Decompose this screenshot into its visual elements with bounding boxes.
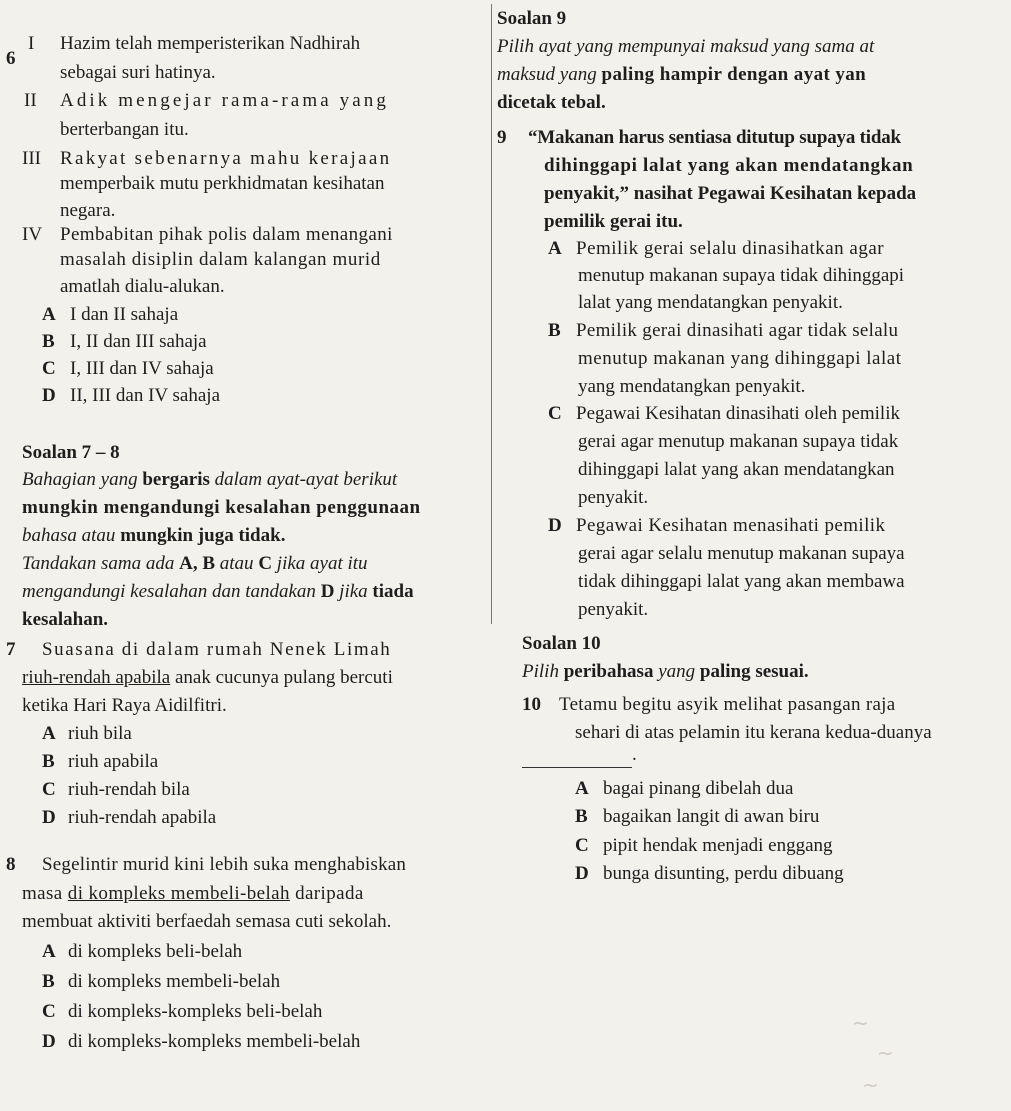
q10-option-a-letter[interactable]: A xyxy=(575,778,589,799)
section-7-8-heading: Soalan 7 – 8 xyxy=(22,442,120,463)
q6-option-d-letter[interactable]: D xyxy=(42,385,56,406)
q6-option-c-text[interactable]: I, III dan IV sahaja xyxy=(70,358,214,379)
q7-option-a-letter[interactable]: A xyxy=(42,723,56,744)
q7-line1: Suasana di dalam rumah Nenek Limah xyxy=(42,639,392,660)
q9-option-c-line3[interactable]: dihinggapi lalat yang akan mendatangkan xyxy=(578,459,895,480)
q6-statement-III-label: III xyxy=(22,148,41,169)
q6-statement-I-line2: sebagai suri hatinya. xyxy=(60,62,216,83)
q9-stem-line1: “Makanan harus sentiasa ditutup supaya tidak xyxy=(528,127,901,148)
q9-option-d-letter[interactable]: D xyxy=(548,515,562,536)
section-7-8-instruction-line1: Bahagian yang bergaris dalam ayat-ayat berikut xyxy=(22,469,398,490)
q9-stem-line3: penyakit,” nasihat Pegawai Kesihatan kepada xyxy=(544,183,917,204)
q10-option-d-text[interactable]: bunga disunting, perdu dibuang xyxy=(603,863,844,884)
q8-option-a-letter[interactable]: A xyxy=(42,941,56,962)
q9-option-d-line1[interactable]: Pegawai Kesihatan menasihati pemilik xyxy=(576,515,886,536)
q9-option-c-line4[interactable]: penyakit. xyxy=(578,487,649,508)
q6-statement-II-line2: berterbangan itu. xyxy=(60,119,189,140)
bleed-through-mark: ~ xyxy=(852,1011,869,1035)
q9-heading: Soalan 9 xyxy=(497,8,567,29)
q9-option-d-line2[interactable]: gerai agar selalu menutup makanan supaya xyxy=(578,543,905,564)
q10-option-c-letter[interactable]: C xyxy=(575,835,589,856)
q10-line2: sehari di atas pelamin itu kerana kedua-duanya xyxy=(575,722,932,743)
column-divider xyxy=(491,4,492,624)
q9-instruction-line1: Pilih ayat yang mempunyai maksud yang sama at xyxy=(497,36,875,57)
q8-option-b-text[interactable]: di kompleks membeli-belah xyxy=(68,971,281,992)
q8-option-c-text[interactable]: di kompleks-kompleks beli-belah xyxy=(68,1001,323,1022)
q8-line1: Segelintir murid kini lebih suka menghabiskan xyxy=(42,854,407,875)
q8-option-b-letter[interactable]: B xyxy=(42,971,55,992)
q10-option-c-text[interactable]: pipit hendak menjadi enggang xyxy=(603,835,833,856)
q8-number: 8 xyxy=(6,854,16,875)
q7-number: 7 xyxy=(6,639,16,660)
q9-number: 9 xyxy=(497,127,507,148)
q10-number: 10 xyxy=(522,694,541,715)
q10-option-b-text[interactable]: bagaikan langit di awan biru xyxy=(603,806,820,827)
q6-option-b-text[interactable]: I, II dan III sahaja xyxy=(70,331,207,352)
q8-option-d-text[interactable]: di kompleks-kompleks membeli-belah xyxy=(68,1031,361,1052)
q10-heading: Soalan 10 xyxy=(522,633,601,654)
q9-option-b-line2[interactable]: menutup makanan yang dihinggapi lalat xyxy=(578,348,902,369)
q9-option-b-line3[interactable]: yang mendatangkan penyakit. xyxy=(578,376,806,397)
q6-option-a-text[interactable]: I dan II sahaja xyxy=(70,304,179,325)
q6-statement-IV-line2: masalah disiplin dalam kalangan murid xyxy=(60,249,381,270)
q7-option-b-letter[interactable]: B xyxy=(42,751,55,772)
q7-option-c-text[interactable]: riuh-rendah bila xyxy=(68,779,190,800)
q8-option-a-text[interactable]: di kompleks beli-belah xyxy=(68,941,243,962)
q7-option-d-text[interactable]: riuh-rendah apabila xyxy=(68,807,217,828)
section-7-8-instruction-line2: mungkin mengandungi kesalahan penggunaan xyxy=(22,497,421,518)
q10-option-a-text[interactable]: bagai pinang dibelah dua xyxy=(603,778,794,799)
q10-option-d-letter[interactable]: D xyxy=(575,863,589,884)
section-7-8-instruction-line6: kesalahan. xyxy=(22,609,109,630)
q8-option-d-letter[interactable]: D xyxy=(42,1031,56,1052)
q9-instruction-line3: dicetak tebal. xyxy=(497,92,606,113)
q7-option-d-letter[interactable]: D xyxy=(42,807,56,828)
q9-option-a-line3[interactable]: lalat yang mendatangkan penyakit. xyxy=(578,292,843,313)
q9-option-a-line2[interactable]: menutup makanan supaya tidak dihinggapi xyxy=(578,265,905,286)
section-7-8-instruction-line5: mengandungi kesalahan dan tandakan D jika tiada xyxy=(22,581,414,602)
q7-line3: ketika Hari Raya Aidilfitri. xyxy=(22,695,227,716)
q9-stem-line4: pemilik gerai itu. xyxy=(544,211,683,232)
q7-option-c-letter[interactable]: C xyxy=(42,779,56,800)
q9-option-c-letter[interactable]: C xyxy=(548,403,562,424)
q6-option-a-letter[interactable]: A xyxy=(42,304,56,325)
q7-option-a-text[interactable]: riuh bila xyxy=(68,723,132,744)
q6-statement-III-line2: memperbaik mutu perkhidmatan kesihatan xyxy=(60,173,385,194)
q6-statement-II-label: II xyxy=(24,90,37,111)
q6-option-d-text[interactable]: II, III dan IV sahaja xyxy=(70,385,220,406)
q8-line2: masa di kompleks membeli-belah daripada xyxy=(22,883,364,904)
q8-line3: membuat aktiviti berfaedah semasa cuti sekolah. xyxy=(22,911,392,932)
q6-statement-III-line1: Rakyat sebenarnya mahu kerajaan xyxy=(60,148,392,169)
q6-statement-IV-label: IV xyxy=(22,224,43,245)
q9-option-d-line3[interactable]: tidak dihinggapi lalat yang akan membawa xyxy=(578,571,905,592)
q9-option-b-line1[interactable]: Pemilik gerai dinasihati agar tidak selalu xyxy=(576,320,899,341)
q8-underlined-phrase: di kompleks membeli-belah xyxy=(67,883,290,904)
q6-statement-IV-line1: Pembabitan pihak polis dalam menangani xyxy=(60,224,393,245)
section-7-8-instruction-line4: Tandakan sama ada A, B atau C jika ayat itu xyxy=(22,553,368,574)
q9-option-a-line1[interactable]: Pemilik gerai selalu dinasihatkan agar xyxy=(576,238,885,259)
q8-option-c-letter[interactable]: C xyxy=(42,1001,56,1022)
q6-statement-I-line1: Hazim telah memperisterikan Nadhirah xyxy=(60,33,361,54)
section-7-8-instruction-line3: bahasa atau mungkin juga tidak. xyxy=(22,525,286,546)
q9-option-c-line2[interactable]: gerai agar menutup makanan supaya tidak xyxy=(578,431,899,452)
q6-option-c-letter[interactable]: C xyxy=(42,358,56,379)
q10-answer-blank[interactable]: . xyxy=(522,742,637,768)
q6-number: 6 xyxy=(6,48,16,69)
q6-statement-III-line3: negara. xyxy=(60,200,116,221)
q10-line1: Tetamu begitu asyik melihat pasangan raja xyxy=(559,694,896,715)
q7-underlined-phrase: riuh-rendah apabila xyxy=(22,667,171,688)
q9-instruction-line2: maksud yang paling hampir dengan ayat yan xyxy=(497,64,867,85)
bleed-through-mark: ~ xyxy=(877,1041,894,1065)
q9-option-d-line4[interactable]: penyakit. xyxy=(578,599,649,620)
q6-statement-IV-line3: amatlah dialu-alukan. xyxy=(60,276,225,297)
q10-option-b-letter[interactable]: B xyxy=(575,806,588,827)
q9-option-a-letter[interactable]: A xyxy=(548,238,562,259)
q6-option-b-letter[interactable]: B xyxy=(42,331,55,352)
q6-statement-I-label: I xyxy=(28,33,35,54)
q9-stem-line2: dihinggapi lalat yang akan mendatangkan xyxy=(544,155,914,176)
q9-option-c-line1[interactable]: Pegawai Kesihatan dinasihati oleh pemilik xyxy=(576,403,900,424)
q9-option-b-letter[interactable]: B xyxy=(548,320,561,341)
q10-instruction: Pilih peribahasa yang paling sesuai. xyxy=(522,661,809,682)
q6-statement-II-line1: Adik mengejar rama-rama yang xyxy=(60,90,389,111)
q7-option-b-text[interactable]: riuh apabila xyxy=(68,751,159,772)
bleed-through-mark: ~ xyxy=(862,1073,879,1097)
q7-line2: riuh-rendah apabila anak cucunya pulang bercuti xyxy=(22,667,393,688)
